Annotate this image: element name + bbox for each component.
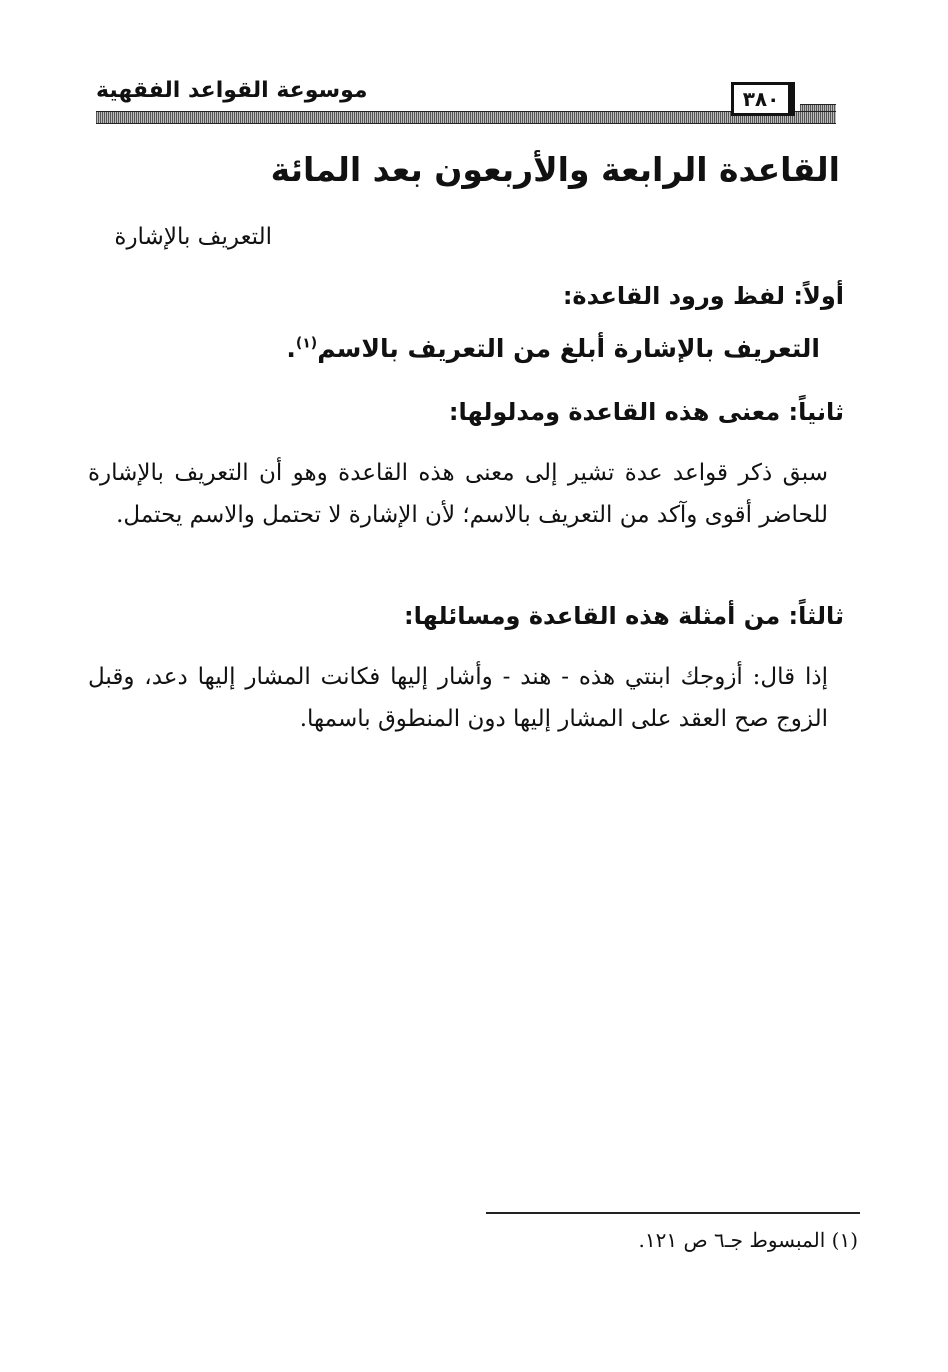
footnote-text: (١) المبسوط جـ٦ ص ١٢١. [638,1228,858,1252]
page-number: ٣٨٠ [731,82,795,116]
examples-paragraph: إذا قال: أزوجك ابنتي هذه - هند - وأشار إليها فكانت المشار إليها دعد، وقبل الزوج صح العقد على المشار إليها دون المنطوق باسمها. [88,664,828,732]
footnote-separator [486,1212,860,1214]
book-title: موسوعة القواعد الفقهية [96,78,368,103]
rule-subtitle: التعريف بالإشارة [114,224,272,250]
meaning-paragraph: سبق ذكر قواعد عدة تشير إلى معنى هذه القاعدة وهو أن التعريف بالإشارة للحاضر أقوى وآكد من التعريف بالاسم؛ لأن الإشارة لا تحتمل والاسم يحتمل. [88,460,828,528]
rule-statement [120,334,820,363]
section-label-wording: أولاً: لفظ ورود القاعدة: [562,282,844,310]
header-rule [96,111,836,124]
section-label-meaning: ثانياً: معنى هذه القاعدة ومدلولها: [448,398,844,426]
footnote-reference: (١) [295,335,318,352]
rule-statement-punct: . [286,334,296,363]
rule-heading: القاعدة الرابعة والأربعون بعد المائة [270,150,840,189]
section-label-examples: ثالثاً: من أمثلة هذه القاعدة ومسائلها: [403,602,844,630]
rule-statement-text: التعريف بالإشارة أبلغ من التعريف بالاسم [317,334,820,363]
